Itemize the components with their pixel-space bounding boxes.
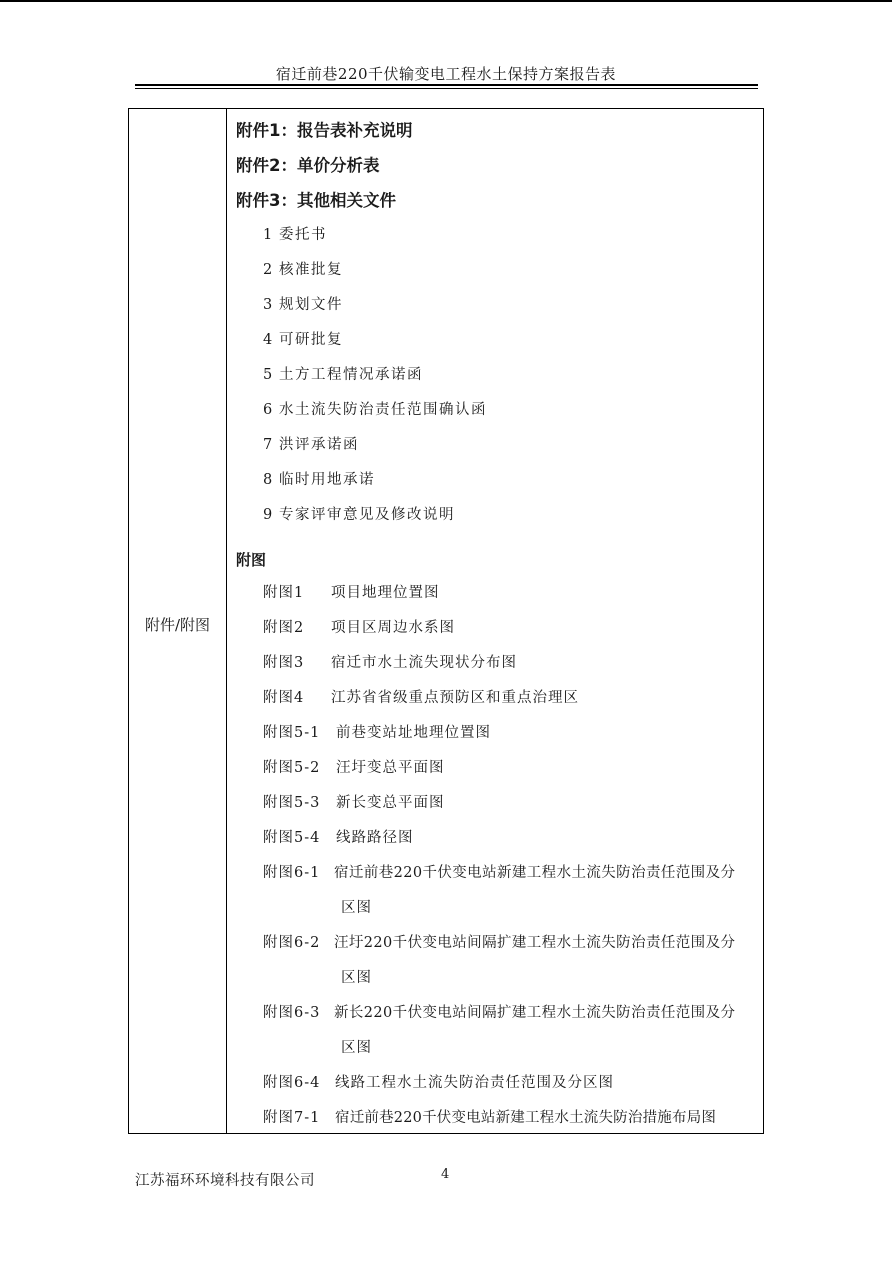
figure-item-continuation: 区图 xyxy=(341,900,372,916)
figure-item: 附图5-4 线路路径图 xyxy=(263,830,414,846)
figure-item: 附图4 江苏省省级重点预防区和重点治理区 xyxy=(263,690,579,706)
figure-item: 附图6-1 宿迁前巷220千伏变电站新建工程水土流失防治责任范围及分 xyxy=(263,865,736,881)
attachment-3: 附件3：其他相关文件 xyxy=(236,191,396,210)
list-item: 6 水土流失防治责任范围确认函 xyxy=(263,402,487,418)
figure-item: 附图7-1 宿迁前巷220千伏变电站新建工程水土流失防治措施布局图 xyxy=(263,1110,717,1126)
page-number: 4 xyxy=(441,1167,450,1182)
list-item: 7 洪评承诺函 xyxy=(263,437,359,453)
figure-item: 附图6-2 汪圩220千伏变电站间隔扩建工程水土流失防治责任范围及分 xyxy=(263,935,736,951)
attachments-table xyxy=(128,108,764,1134)
table-column-divider xyxy=(226,109,227,1133)
list-item: 4 可研批复 xyxy=(263,332,343,348)
page-top-border xyxy=(0,0,892,2)
list-item: 2 核准批复 xyxy=(263,262,343,278)
attachment-1: 附件1：报告表补充说明 xyxy=(236,121,413,140)
header-rule-thin xyxy=(135,88,758,89)
row-label-attachments-figures: 附件/附图 xyxy=(144,616,211,634)
page-header-title: 宿迁前巷220千伏输变电工程水土保持方案报告表 xyxy=(275,65,617,83)
figure-item: 附图5-3 新长变总平面图 xyxy=(263,795,445,811)
figure-item: 附图2 项目区周边水系图 xyxy=(263,620,455,636)
figures-heading: 附图 xyxy=(236,551,267,569)
attachment-2: 附件2：单价分析表 xyxy=(236,156,380,175)
figure-item-continuation: 区图 xyxy=(341,970,372,986)
list-item: 8 临时用地承诺 xyxy=(263,472,375,488)
list-item: 3 规划文件 xyxy=(263,297,343,313)
figure-item: 附图6-3 新长220千伏变电站间隔扩建工程水土流失防治责任范围及分 xyxy=(263,1005,736,1021)
figure-item: 附图3 宿迁市水土流失现状分布图 xyxy=(263,655,517,671)
header-rule-thick xyxy=(135,84,758,86)
figure-item: 附图5-2 汪圩变总平面图 xyxy=(263,760,445,776)
footer-company-name: 江苏福环环境科技有限公司 xyxy=(135,1173,315,1189)
figure-item: 附图6-4 线路工程水土流失防治责任范围及分区图 xyxy=(263,1075,614,1091)
figure-item-continuation: 区图 xyxy=(341,1040,372,1056)
list-item: 1 委托书 xyxy=(263,227,327,243)
list-item: 5 土方工程情况承诺函 xyxy=(263,367,423,383)
figure-item: 附图1 项目地理位置图 xyxy=(263,585,440,601)
list-item: 9 专家评审意见及修改说明 xyxy=(263,507,455,523)
figure-item: 附图5-1 前巷变站址地理位置图 xyxy=(263,725,491,741)
